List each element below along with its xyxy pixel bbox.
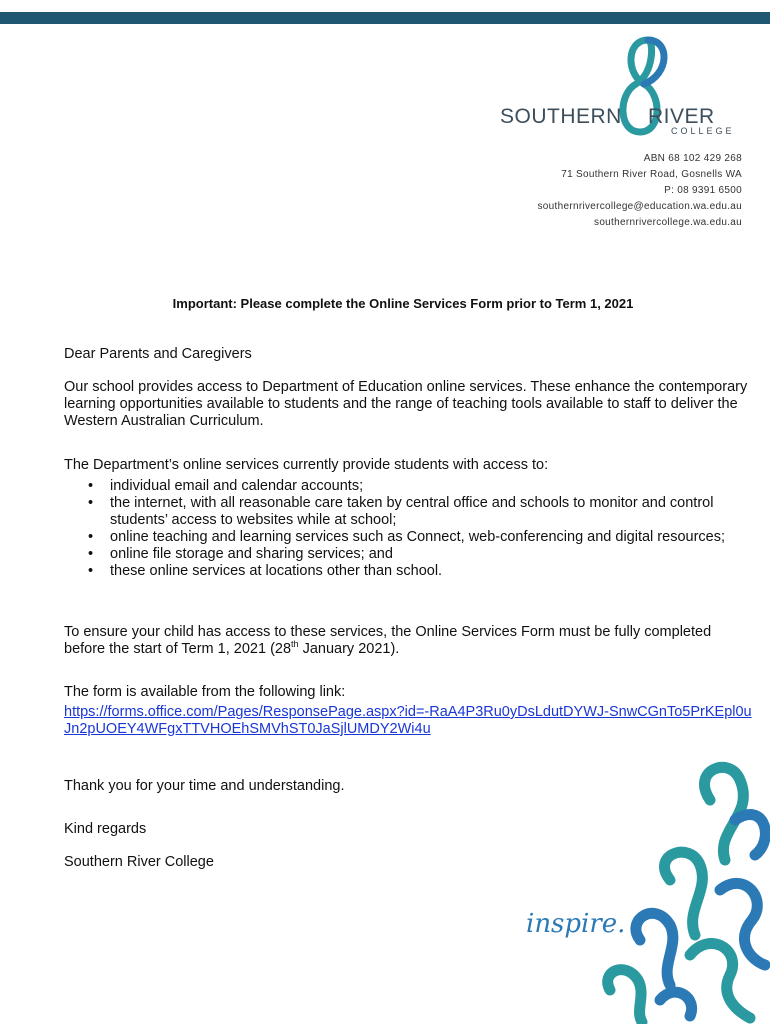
abn-line: ABN 68 102 429 268 (643, 153, 742, 164)
closing-line: Kind regards (64, 821, 147, 837)
thanks-line: Thank you for your time and understanding. (64, 778, 345, 794)
access-paragraph: To ensure your child has access to these services, the Online Services Form must be fully completed before the start of Term 1, 2021 (28th January 2021). (64, 624, 712, 657)
decorative-pattern (520, 760, 770, 1024)
loop-icon (660, 992, 692, 1016)
inspire-tagline: inspire. (526, 909, 626, 939)
list-item: • online file storage and sharing services; and (88, 546, 393, 562)
bullet-icon: • (88, 495, 94, 511)
logo-name-left: SOUTHERN (500, 105, 622, 128)
loop-icon (636, 913, 673, 985)
email-line: southernrivercollege@education.wa.edu.au (537, 201, 742, 212)
address-line: 71 Southern River Road, Gosnells WA (561, 169, 742, 180)
loop-icon (735, 815, 765, 855)
list-item: • online teaching and learning services such as Connect, web-conferencing and digital resources; (88, 529, 726, 545)
loop-icon (608, 970, 642, 1022)
form-link[interactable]: https://forms.office.com/Pages/ResponsePage.aspx?id=-RaA4P3Ru0yDsLdutDYWJ-SnwCGnTo5PrKEpl0uJn2pUOEY4WFgxTTVHOEhSMVhST0JaSjlUMDY2Wi4u (64, 704, 752, 737)
logo-name-right: RIVER (648, 105, 715, 128)
list-item: • the internet, with all reasonable care taken by central office and schools to monitor and control students’ access to websites while at school; (88, 495, 714, 528)
bullet-icon: • (88, 546, 94, 562)
website-line: southernrivercollege.wa.edu.au (594, 217, 742, 228)
logo-subtitle: COLLEGE (671, 126, 735, 136)
services-list (64, 478, 754, 580)
signature-line: Southern River College (64, 854, 214, 870)
form-intro: The form is available from the following link: (64, 684, 346, 700)
letter-heading: Important: Please complete the Online Services Form prior to Term 1, 2021 (172, 296, 634, 311)
bullet-icon: • (88, 478, 94, 494)
phone-line: P: 08 9391 6500 (664, 185, 742, 196)
services-intro: The Department’s online services currently provide students with access to: (64, 457, 549, 473)
contact-block (538, 151, 743, 231)
loop-icon (690, 944, 750, 1018)
list-item: • these online services at locations other than school. (88, 563, 443, 579)
header-bar (0, 12, 770, 24)
bullet-icon: • (88, 529, 94, 545)
bullet-icon: • (88, 563, 94, 579)
salutation: Dear Parents and Caregivers (64, 346, 252, 362)
school-logo (498, 34, 748, 138)
intro-paragraph: Our school provides access to Department of Education online services. These enhance the contemporary learning opportunities available to students and the range of teaching tools available to staff to deliver the Western Australian Curriculum. (64, 379, 748, 429)
list-item: • individual email and calendar accounts; (88, 478, 364, 494)
